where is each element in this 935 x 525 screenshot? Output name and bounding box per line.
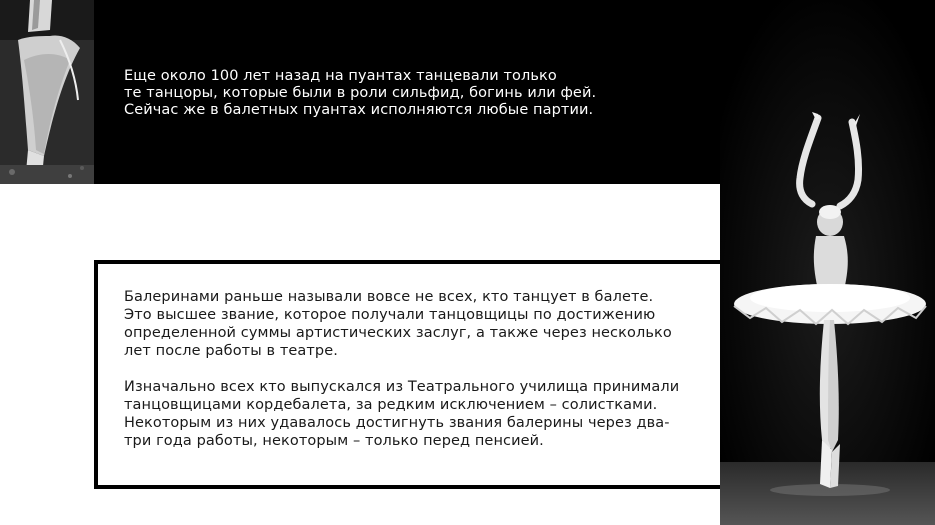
paragraph-1-line-4: лет после работы в театре.	[124, 343, 338, 359]
intro-line-3: Сейчас же в балетных пуантах исполняются любые партии.	[124, 102, 594, 118]
pointe-shoe-illustration	[0, 0, 94, 184]
paragraph-1-line-3: определенной суммы артистических заслуг, а также через несколько	[124, 325, 672, 341]
paragraph-2-line-2: танцовщицами кордебалета, за редким исключением – солистками.	[124, 397, 658, 413]
pointe-shoe-photo	[0, 0, 94, 184]
paragraph-2-line-3: Некоторым из них удавалось достигнуть звания балерины через два-	[124, 415, 670, 431]
intro-line-1: Еще около 100 лет назад на пуантах танцевали только	[124, 68, 557, 84]
paragraph-1-line-1: Балеринами раньше называли вовсе не всех, кто танцует в балете.	[124, 289, 654, 305]
intro-line-2: те танцоры, которые были в роли сильфид, богинь или фей.	[124, 85, 597, 101]
intro-text	[124, 68, 684, 119]
paragraph-gap	[124, 360, 714, 378]
paragraph-2-line-4: три года работы, некоторым – только перед пенсией.	[124, 433, 544, 449]
main-text	[124, 288, 714, 450]
ballerina-photo	[720, 0, 935, 525]
ballerina-illustration	[720, 0, 935, 525]
paragraph-2-line-1: Изначально всех кто выпускался из Театрального училища принимали	[124, 379, 680, 395]
paragraph-1-line-2: Это высшее звание, которое получали танцовщицы по достижению	[124, 307, 656, 323]
